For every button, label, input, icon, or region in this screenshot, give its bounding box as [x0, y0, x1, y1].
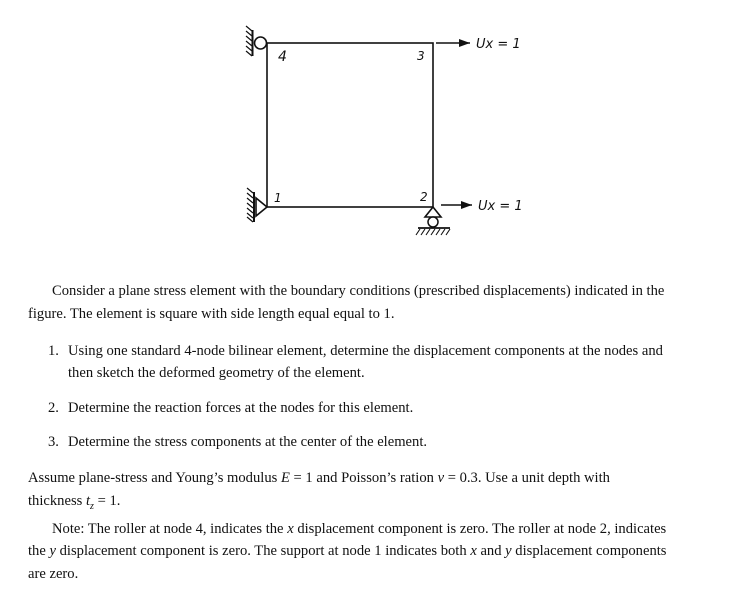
node-label-1: 1	[274, 191, 282, 205]
note-text-4: displacement component is zero. The support at node 1 indicates both	[55, 543, 471, 560]
task-2-text: Determine the reaction forces at the nodes for this element.	[68, 400, 414, 416]
assume-text-3: = 0.3. Use a unit depth with	[444, 470, 610, 486]
assume-line-1	[28, 467, 732, 490]
task-3-text: Determine the stress components at the center of the element.	[68, 434, 428, 450]
assume-text-2: = 1 and Poisson’s ration	[289, 470, 438, 486]
task-item-3	[48, 431, 732, 453]
bc-label-node-2: Ux = 1	[478, 199, 523, 214]
arrow-node-2	[441, 201, 472, 209]
note-text-1: Note: The roller at node 4, indicates the	[52, 520, 288, 537]
node-2-roller-support	[416, 207, 450, 235]
note-line-3: are zero.	[28, 565, 79, 582]
symbol-x: x	[470, 543, 477, 560]
task-number-2: 2.	[48, 400, 59, 416]
arrow-node-3	[436, 39, 470, 47]
bc-label-node-3: Ux = 1	[476, 37, 521, 52]
symbol-y: y	[49, 543, 56, 560]
node-4-roller-support	[246, 26, 267, 56]
node-label-4: 4	[278, 49, 287, 65]
assume-text-5: = 1.	[93, 492, 121, 509]
note-text-3: the	[28, 543, 50, 560]
symbol-x: x	[287, 520, 294, 537]
task-item-1	[48, 340, 732, 384]
symbol-y: y	[505, 543, 512, 560]
assumptions-paragraph	[28, 467, 732, 585]
assume-text-4: thickness	[28, 492, 86, 509]
node-label-3: 3	[417, 49, 425, 63]
task-1-line-1: Using one standard 4-node bilinear element, determine the displacement components at the nodes and	[68, 343, 663, 359]
note-line-1	[28, 518, 732, 541]
intro-line-1: Consider a plane stress element with the boundary conditions (prescribed displacements) indicated in the	[52, 283, 665, 299]
symbol-nu: ν	[437, 470, 445, 486]
note-text-5: and	[476, 543, 506, 560]
intro-paragraph	[28, 280, 732, 325]
element-square	[267, 43, 433, 207]
note-text-2: displacement component is zero. The roller at node 2, indicates	[293, 520, 667, 537]
task-number-3: 3.	[48, 434, 59, 450]
symbol-t: t	[85, 492, 91, 509]
element-figure	[0, 0, 744, 260]
node-1-pin-support	[247, 188, 267, 222]
symbol-t-subscript: z	[90, 500, 94, 512]
assume-text-1: Assume plane-stress and Young’s modulus	[28, 470, 281, 486]
intro-line-2: figure. The element is square with side length equal equal to 1.	[28, 305, 395, 322]
task-item-2	[48, 397, 732, 419]
task-1-line-2: then sketch the deformed geometry of the element.	[68, 365, 365, 381]
task-list	[48, 340, 732, 453]
note-line-2	[28, 540, 732, 563]
task-number-1: 1.	[48, 343, 59, 359]
note-text-6: displacement components	[511, 543, 667, 560]
assume-line-2	[28, 490, 732, 518]
symbol-E: E	[280, 470, 290, 486]
node-label-2: 2	[420, 190, 428, 204]
